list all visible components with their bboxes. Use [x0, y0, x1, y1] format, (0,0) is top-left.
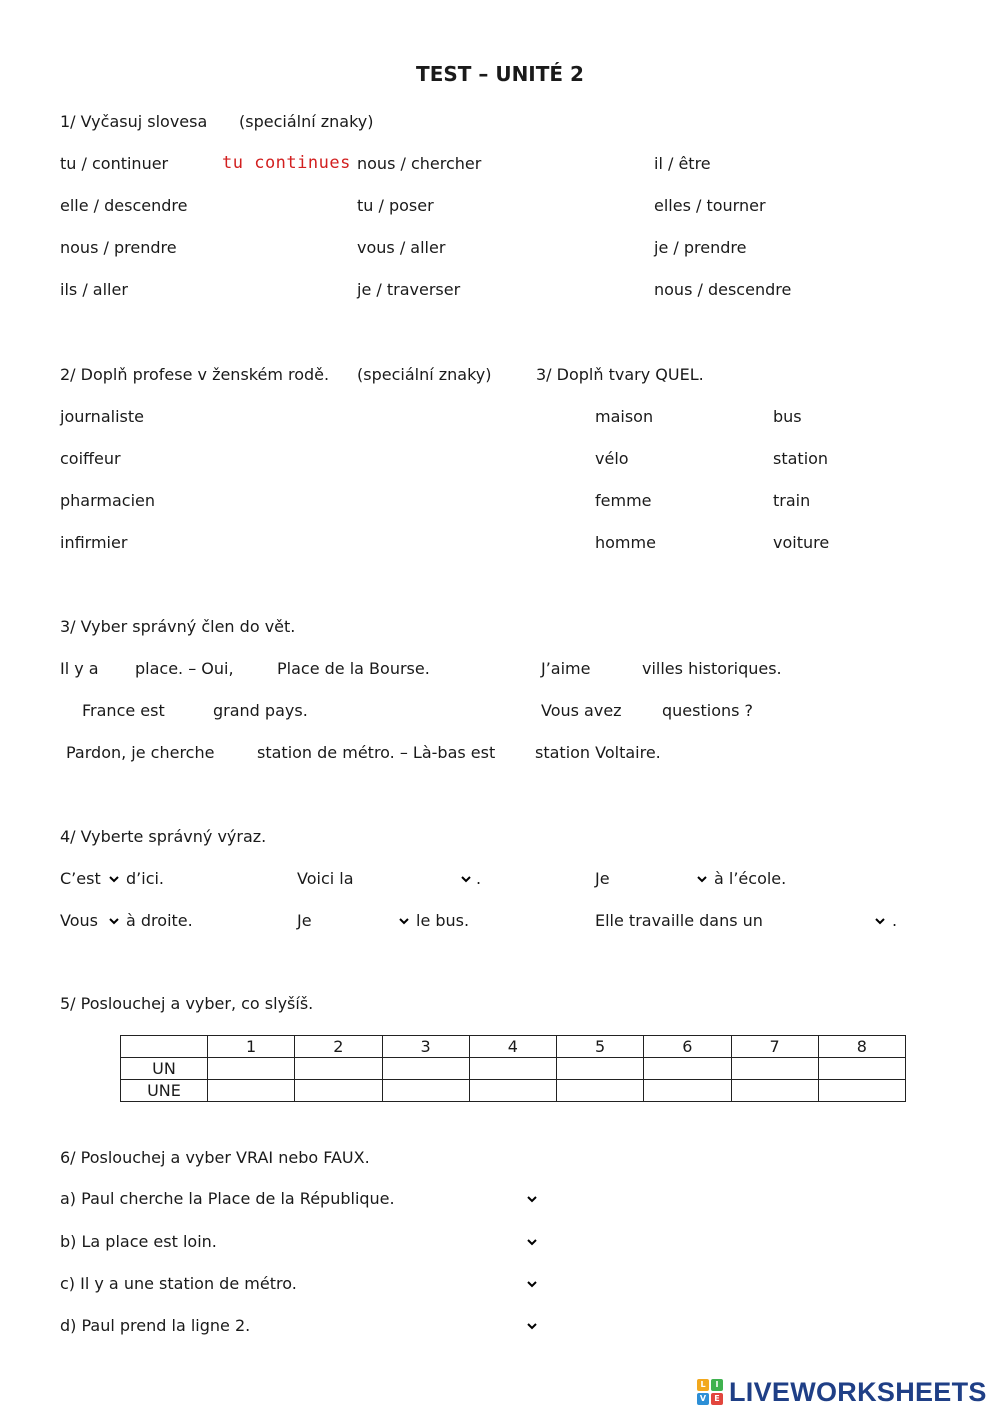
- sentence-text: Vous avez: [541, 701, 622, 720]
- grid-choice-cell[interactable]: [295, 1080, 382, 1102]
- sentence-text: .: [476, 869, 482, 888]
- verb-answer-filled[interactable]: tu continues: [222, 153, 351, 173]
- grid-choice-cell[interactable]: [208, 1080, 295, 1102]
- profession-input[interactable]: [200, 532, 384, 556]
- sentence-text: Je: [297, 911, 312, 930]
- quel-noun: station: [773, 449, 829, 468]
- verb-prompt: tu / poser: [357, 196, 434, 215]
- quel-input[interactable]: [536, 490, 594, 514]
- verb-prompt: ils / aller: [60, 280, 128, 299]
- grid-choice-cell[interactable]: [557, 1058, 644, 1080]
- section-5-heading: 5/ Poslouchej a vyber, co slyšíš.: [60, 994, 314, 1013]
- grid-choice-cell[interactable]: [208, 1058, 295, 1080]
- grid-choice-cell[interactable]: [818, 1058, 905, 1080]
- verb-prompt: vous / aller: [357, 238, 446, 257]
- profession-input[interactable]: [200, 490, 384, 514]
- sentence-text: place. – Oui,: [135, 659, 234, 678]
- grid-row-une: [121, 1080, 906, 1102]
- liveworksheets-logo-icon: [697, 1379, 723, 1405]
- grid-corner-cell: [121, 1036, 208, 1058]
- quel-noun: bus: [773, 407, 802, 426]
- grid-column-header: 8: [818, 1036, 905, 1058]
- verb-prompt: nous / descendre: [654, 280, 792, 299]
- quel-noun: maison: [595, 407, 654, 426]
- grid-column-header: 4: [469, 1036, 556, 1058]
- quel-input[interactable]: [536, 532, 594, 556]
- sentence-text: à droite.: [126, 911, 193, 930]
- sentence-text: à l’école.: [714, 869, 787, 888]
- profession-input[interactable]: [200, 448, 384, 472]
- profession-prompt: journaliste: [60, 407, 144, 426]
- verb-prompt: je / prendre: [654, 238, 747, 257]
- article-input[interactable]: [216, 742, 258, 766]
- grid-column-header: 2: [295, 1036, 382, 1058]
- grid-row-label: UNE: [121, 1080, 208, 1102]
- grid-choice-cell[interactable]: [557, 1080, 644, 1102]
- true-false-select[interactable]: [420, 1273, 540, 1295]
- logo-badge-letter: L: [697, 1379, 709, 1391]
- grid-choice-cell[interactable]: [644, 1080, 731, 1102]
- expression-select[interactable]: [362, 868, 474, 890]
- sentence-text: grand pays.: [213, 701, 308, 720]
- grid-choice-cell[interactable]: [382, 1080, 469, 1102]
- verb-prompt: je / traverser: [357, 280, 461, 299]
- section-3a-heading: 3/ Doplň tvary QUEL.: [536, 365, 704, 384]
- profession-prompt: infirmier: [60, 533, 128, 552]
- verb-answer-input[interactable]: [200, 279, 349, 303]
- article-input[interactable]: [104, 658, 134, 682]
- quel-input[interactable]: [536, 448, 594, 472]
- verb-answer-input[interactable]: [200, 195, 349, 219]
- sentence-text: questions ?: [662, 701, 754, 720]
- sentence-text: France est: [82, 701, 165, 720]
- quel-noun: vélo: [595, 449, 629, 468]
- grid-column-header: 3: [382, 1036, 469, 1058]
- grid-column-header: 7: [731, 1036, 818, 1058]
- verb-prompt: tu / continuer: [60, 154, 169, 173]
- grid-choice-cell[interactable]: [382, 1058, 469, 1080]
- sentence-text: station de métro. – Là-bas est: [257, 743, 496, 762]
- grid-header-row: [121, 1036, 906, 1058]
- sentence-text: Voici la: [297, 869, 354, 888]
- article-input[interactable]: [498, 742, 536, 766]
- section-1-note: (speciální znaky): [239, 112, 374, 131]
- section-2-note: (speciální znaky): [357, 365, 492, 384]
- sentence-text: Il y a: [60, 659, 99, 678]
- sentence-text: Place de la Bourse.: [277, 659, 430, 678]
- verb-answer-input[interactable]: [200, 237, 349, 261]
- grid-row-un: [121, 1058, 906, 1080]
- grid-choice-cell[interactable]: [469, 1058, 556, 1080]
- sentence-text: d’ici.: [126, 869, 165, 888]
- true-false-statement: c) Il y a une station de métro.: [60, 1274, 297, 1293]
- sentence-text: Vous: [60, 911, 98, 930]
- verb-answer-input[interactable]: [810, 153, 964, 177]
- article-input[interactable]: [243, 658, 277, 682]
- verb-answer-input[interactable]: [495, 195, 644, 219]
- grid-column-header: 6: [644, 1036, 731, 1058]
- quel-input[interactable]: [712, 490, 772, 514]
- quel-noun: homme: [595, 533, 656, 552]
- true-false-select[interactable]: [420, 1315, 540, 1337]
- section-4-heading: 4/ Vyberte správný výraz.: [60, 827, 267, 846]
- liveworksheets-logo: [697, 1377, 987, 1407]
- sentence-text: Elle travaille dans un: [595, 911, 763, 930]
- verb-answer-input[interactable]: [810, 279, 964, 303]
- quel-noun: train: [773, 491, 811, 510]
- verb-answer-input[interactable]: [810, 195, 964, 219]
- sentence-text: le bus.: [416, 911, 470, 930]
- verb-prompt: elles / tourner: [654, 196, 766, 215]
- article-input[interactable]: [168, 700, 214, 724]
- grid-column-header: 1: [208, 1036, 295, 1058]
- quel-input[interactable]: [536, 406, 594, 430]
- logo-badge-letter: I: [711, 1379, 723, 1391]
- quel-noun: femme: [595, 491, 652, 510]
- article-input[interactable]: [596, 658, 642, 682]
- sentence-text: C’est: [60, 869, 101, 888]
- grid-choice-cell[interactable]: [469, 1080, 556, 1102]
- expression-select[interactable]: [102, 868, 122, 890]
- verb-prompt: elle / descendre: [60, 196, 188, 215]
- verb-answer-input[interactable]: [495, 279, 644, 303]
- section-2-heading: 2/ Doplň profese v ženském rodě.: [60, 365, 330, 384]
- verb-answer-input[interactable]: [495, 237, 644, 261]
- sentence-text: station Voltaire.: [535, 743, 661, 762]
- expression-select[interactable]: [318, 910, 412, 932]
- liveworksheets-logo-text: LIVEWORKSHEETS: [729, 1376, 987, 1407]
- grid-row-label: UN: [121, 1058, 208, 1080]
- listening-grid: [120, 1035, 906, 1102]
- section-6-heading: 6/ Poslouchej a vyber VRAI nebo FAUX.: [60, 1148, 370, 1167]
- verb-prompt: il / être: [654, 154, 711, 173]
- grid-choice-cell[interactable]: [731, 1058, 818, 1080]
- grid-choice-cell[interactable]: [295, 1058, 382, 1080]
- verb-prompt: nous / chercher: [357, 154, 482, 173]
- sentence-text: Je: [595, 869, 610, 888]
- sentence-text: villes historiques.: [642, 659, 782, 678]
- quel-input[interactable]: [712, 532, 772, 556]
- profession-prompt: pharmacien: [60, 491, 156, 510]
- grid-column-header: 5: [557, 1036, 644, 1058]
- article-input[interactable]: [58, 700, 84, 724]
- grid-choice-cell[interactable]: [818, 1080, 905, 1102]
- expression-select[interactable]: [766, 910, 888, 932]
- quel-noun: voiture: [773, 533, 830, 552]
- profession-prompt: coiffeur: [60, 449, 121, 468]
- grid-choice-cell[interactable]: [644, 1058, 731, 1080]
- true-false-select[interactable]: [420, 1188, 540, 1210]
- verb-prompt: nous / prendre: [60, 238, 177, 257]
- logo-badge-letter: E: [711, 1393, 723, 1405]
- expression-select[interactable]: [100, 910, 122, 932]
- sentence-text: J’aime: [541, 659, 591, 678]
- section-3b-heading: 3/ Vyber správný člen do vět.: [60, 617, 296, 636]
- verb-answer-input[interactable]: [810, 237, 964, 261]
- grid-choice-cell[interactable]: [731, 1080, 818, 1102]
- expression-select[interactable]: [618, 868, 710, 890]
- sentence-text: .: [892, 911, 898, 930]
- true-false-statement: a) Paul cherche la Place de la République.: [60, 1189, 395, 1208]
- section-1-heading: 1/ Vyčasuj slovesa: [60, 112, 208, 131]
- quel-input[interactable]: [712, 448, 772, 472]
- quel-input[interactable]: [712, 406, 772, 430]
- profession-input[interactable]: [200, 406, 384, 430]
- verb-answer-input[interactable]: [495, 153, 644, 177]
- true-false-statement: d) Paul prend la ligne 2.: [60, 1316, 251, 1335]
- logo-badge-letter: V: [697, 1393, 709, 1405]
- true-false-select[interactable]: [420, 1231, 540, 1253]
- article-input[interactable]: [624, 700, 664, 724]
- page-title: TEST – UNITÉ 2: [416, 62, 584, 86]
- true-false-statement: b) La place est loin.: [60, 1232, 217, 1251]
- sentence-text: Pardon, je cherche: [66, 743, 215, 762]
